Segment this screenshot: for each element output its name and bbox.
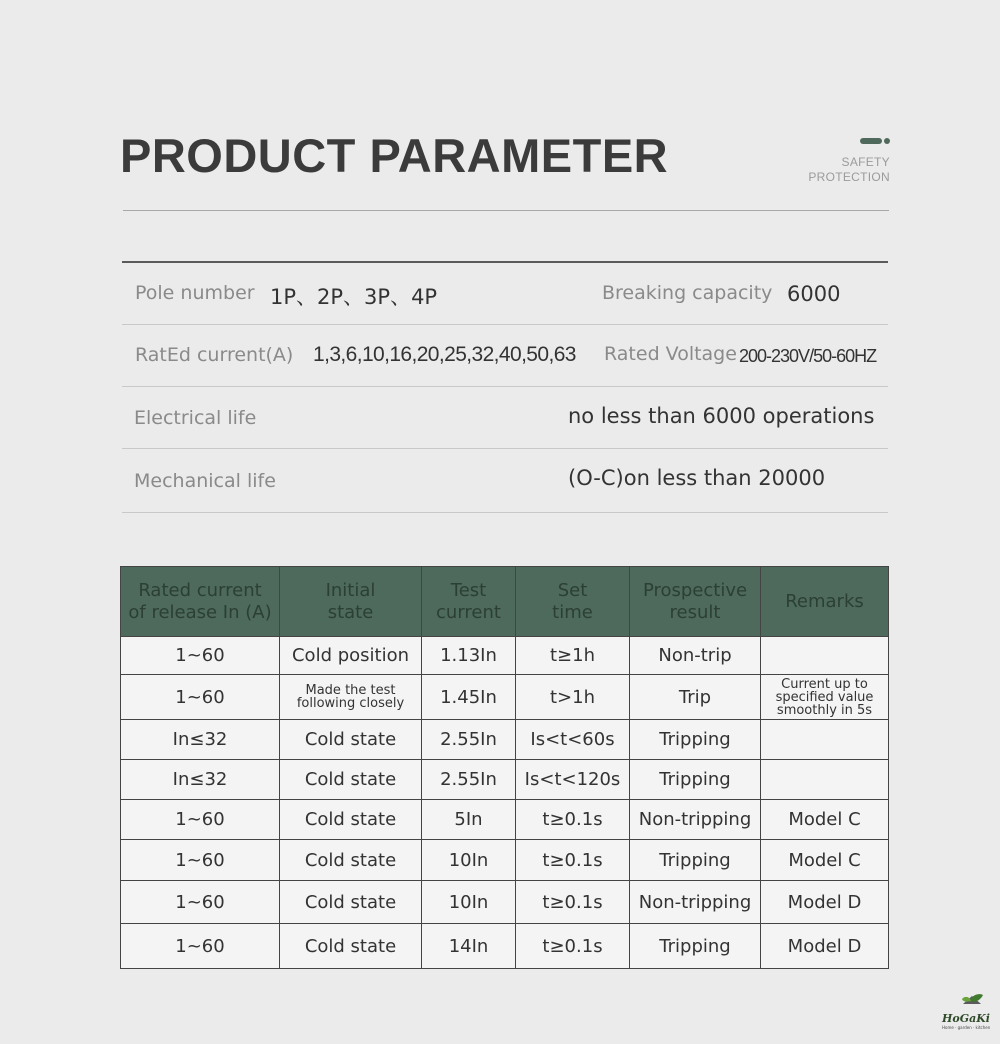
cell-remarks: Model D — [761, 924, 889, 969]
cell-result: Tripping — [630, 840, 761, 881]
badge-line-1: SAFETY — [841, 155, 890, 169]
cell-result: Non-trip — [630, 637, 761, 675]
cell-remarks: Current up to specified value smoothly in 5s — [761, 675, 889, 720]
brand-logo — [940, 992, 1000, 1032]
cell-test-current: 2.55In — [422, 760, 516, 800]
param-row-electrical — [122, 387, 888, 449]
test-spec-table — [120, 566, 889, 969]
rated-current-label: RatEd current(A) — [135, 344, 294, 366]
cell-initial-state: Cold state — [280, 924, 422, 969]
param-row-mechanical — [122, 449, 888, 513]
title-divider — [123, 210, 889, 211]
cell-set-time: t≥0.1s — [516, 800, 630, 840]
header-rated-current: Rated current of release In (A) — [121, 567, 280, 637]
cell-remarks: Model C — [761, 840, 889, 881]
mechanical-life-label: Mechanical life — [134, 470, 276, 492]
cell-initial-state: Cold state — [280, 840, 422, 881]
header-remarks: Remarks — [761, 567, 889, 637]
rated-current-value: 1,3,6,10,16,20,25,32,40,50,63 — [313, 343, 576, 366]
cell-test-current: 14In — [422, 924, 516, 969]
cell-initial-state: Cold position — [280, 637, 422, 675]
cell-result: Tripping — [630, 924, 761, 969]
cell-result: Trip — [630, 675, 761, 720]
header-prospective-result: Prospective result — [630, 567, 761, 637]
header-test-current: Test current — [422, 567, 516, 637]
badge-line-2: PROTECTION — [808, 170, 890, 184]
cell-remarks — [761, 760, 889, 800]
header-set-time: Set time — [516, 567, 630, 637]
badge-pill-icon — [860, 138, 882, 144]
cell-rated-current: 1~60 — [121, 881, 280, 924]
cell-rated-current: 1~60 — [121, 675, 280, 720]
rated-voltage-label: Rated Voltage — [604, 343, 737, 365]
cell-rated-current: In≤32 — [121, 760, 280, 800]
mechanical-life-value: (O-C)on less than 20000 — [568, 466, 826, 490]
table-row — [121, 924, 889, 969]
cell-test-current: 10In — [422, 840, 516, 881]
cell-initial-state: Cold state — [280, 760, 422, 800]
cell-initial-state: Cold state — [280, 720, 422, 760]
cell-rated-current: In≤32 — [121, 720, 280, 760]
brand-tagline: Home · garden · kitchen — [942, 1025, 991, 1030]
table-row — [121, 637, 889, 675]
header-initial-state: Initial state — [280, 567, 422, 637]
brand-name: HoGaKi — [942, 1012, 990, 1025]
cell-rated-current: 1~60 — [121, 924, 280, 969]
cell-set-time: Is<t<120s — [516, 760, 630, 800]
table-row — [121, 840, 889, 881]
breaking-capacity-label: Breaking capacity — [602, 282, 773, 304]
cell-test-current: 1.13In — [422, 637, 516, 675]
table-row — [121, 760, 889, 800]
table-row — [121, 720, 889, 760]
table-row — [121, 675, 889, 720]
parameter-list — [122, 261, 888, 513]
badge-dot-icon — [884, 138, 890, 144]
pole-number-label: Pole number — [135, 282, 255, 304]
cell-remarks: Model C — [761, 800, 889, 840]
cell-test-current: 2.55In — [422, 720, 516, 760]
cell-set-time: t≥0.1s — [516, 840, 630, 881]
cell-result: Non-tripping — [630, 881, 761, 924]
leaf-house-icon — [960, 992, 984, 1012]
badge-text — [808, 155, 890, 185]
cell-set-time: t≥0.1s — [516, 881, 630, 924]
electrical-life-label: Electrical life — [134, 407, 257, 429]
cell-test-current: 10In — [422, 881, 516, 924]
page-title: PRODUCT PARAMETER — [120, 129, 669, 182]
cell-initial-state: Cold state — [280, 881, 422, 924]
param-row-pole — [122, 263, 888, 325]
electrical-life-value: no less than 6000 operations — [568, 404, 875, 428]
cell-remarks: Model D — [761, 881, 889, 924]
cell-set-time: Is<t<60s — [516, 720, 630, 760]
cell-result: Tripping — [630, 720, 761, 760]
cell-remarks — [761, 720, 889, 760]
breaking-capacity-value: 6000 — [787, 282, 841, 306]
pole-number-value: 1P、2P、3P、4P — [270, 285, 438, 309]
cell-test-current: 5In — [422, 800, 516, 840]
cell-remarks — [761, 637, 889, 675]
cell-initial-state: Cold state — [280, 800, 422, 840]
cell-result: Tripping — [630, 760, 761, 800]
safety-badge — [770, 138, 890, 188]
table-row — [121, 881, 889, 924]
cell-set-time: t>1h — [516, 675, 630, 720]
rated-voltage-value: 200-230V/50-60HZ — [739, 346, 877, 366]
table-header-row — [121, 567, 889, 637]
param-row-current — [122, 325, 888, 387]
cell-result: Non-tripping — [630, 800, 761, 840]
cell-rated-current: 1~60 — [121, 800, 280, 840]
cell-rated-current: 1~60 — [121, 637, 280, 675]
cell-test-current: 1.45In — [422, 675, 516, 720]
cell-initial-state: Made the test following closely — [280, 675, 422, 720]
cell-set-time: t≥0.1s — [516, 924, 630, 969]
cell-rated-current: 1~60 — [121, 840, 280, 881]
table-row — [121, 800, 889, 840]
cell-set-time: t≥1h — [516, 637, 630, 675]
